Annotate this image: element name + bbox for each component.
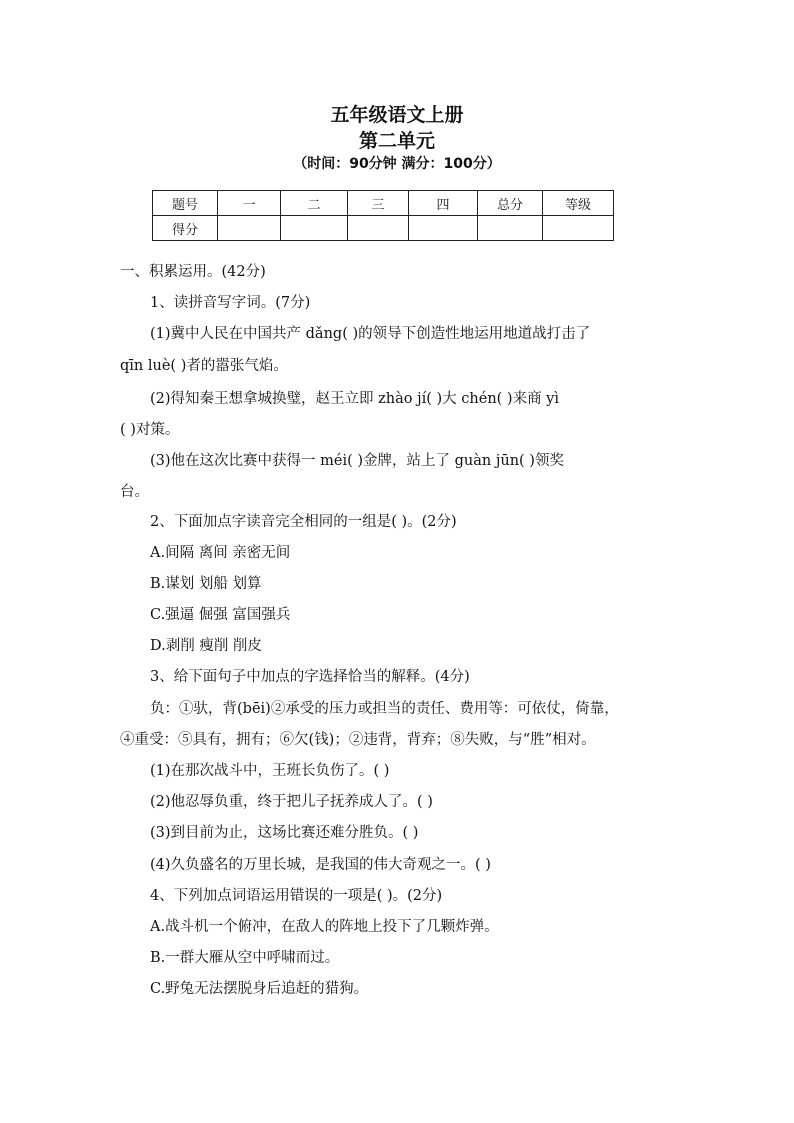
option-d: D.剥削 瘦削 削皮 bbox=[150, 638, 262, 654]
score-entry-cell[interactable] bbox=[218, 216, 281, 241]
question-line: (3)到目前为止，这场比赛还难分胜负。( ) bbox=[150, 825, 419, 841]
question-heading: 1、读拼音写字词。(7分) bbox=[150, 295, 311, 311]
option-c: C.野兔无法摆脱身后追赶的猎狗。 bbox=[150, 981, 369, 997]
section-heading: 一、积累运用。(42分) bbox=[120, 264, 266, 280]
question-line: qīn luè( )者的嚣张气焰。 bbox=[120, 358, 288, 374]
definition-line: 负：①驮，背(bēi)②承受的压力或担当的责任、费用等：可依仗，倚靠， bbox=[150, 701, 619, 717]
definition-line: ④重受：⑤具有，拥有；⑥欠(钱)；②违背，背弃；⑧失败，与“胜”相对。 bbox=[120, 732, 596, 748]
question-line: 台。 bbox=[120, 484, 149, 500]
exam-meta: （时间：90分钟 满分：100分） bbox=[293, 156, 501, 172]
table-cell: 得分 bbox=[153, 216, 218, 241]
score-entry-cell[interactable] bbox=[409, 216, 478, 241]
exam-title: 五年级语文上册 bbox=[330, 104, 464, 126]
question-line: (4)久负盛名的万里长城，是我国的伟大奇观之一。( ) bbox=[150, 857, 491, 873]
question-line: (1)冀中人民在中国共产 dǎng( )的领导下创造性地运用地道战打击了 bbox=[150, 326, 591, 342]
option-b: B.一群大雁从空中呼啸而过。 bbox=[150, 950, 340, 966]
option-a: A.间隔 离间 亲密无间 bbox=[150, 545, 291, 561]
score-entry-cell[interactable] bbox=[281, 216, 348, 241]
question-line: (1)在那次战斗中，王班长负伤了。( ) bbox=[150, 763, 390, 779]
score-entry-cell[interactable] bbox=[543, 216, 614, 241]
score-table-score-row bbox=[153, 216, 614, 241]
option-b: B.谋划 划船 划算 bbox=[150, 576, 262, 592]
question-line: (2)他忍辱负重，终于把儿子抚养成人了。( ) bbox=[150, 794, 433, 810]
question-heading: 3、给下面句子中加点的字选择恰当的解释。(4分) bbox=[150, 669, 470, 685]
question-heading: 4、下列加点词语运用错误的一项是( )。(2分) bbox=[150, 888, 443, 904]
score-entry-cell[interactable] bbox=[478, 216, 543, 241]
option-a: A.战斗机一个俯冲，在敌人的阵地上投下了几颗炸弹。 bbox=[150, 919, 499, 935]
option-c: C.强逼 倔强 富国强兵 bbox=[150, 607, 291, 623]
score-entry-cell[interactable] bbox=[348, 216, 409, 241]
score-table bbox=[152, 190, 614, 241]
table-cell: 总分 bbox=[478, 191, 543, 216]
table-cell: 四 bbox=[409, 191, 478, 216]
question-heading: 2、下面加点字读音完全相同的一组是( )。(2分) bbox=[150, 514, 457, 530]
table-cell: 等级 bbox=[543, 191, 614, 216]
question-line: (2)得知秦王想拿城换璧，赵王立即 zhào jí( )大 chén( )来商 yì bbox=[150, 391, 560, 407]
question-line: (3)他在这次比赛中获得一 méi( )金牌，站上了 guàn jūn( )领奖 bbox=[150, 453, 564, 469]
question-line: ( )对策。 bbox=[120, 422, 180, 438]
table-cell: 二 bbox=[281, 191, 348, 216]
table-cell: 题号 bbox=[153, 191, 218, 216]
table-cell: 三 bbox=[348, 191, 409, 216]
score-table-header-row bbox=[153, 191, 614, 216]
unit-title: 第二单元 bbox=[358, 130, 435, 152]
table-cell: 一 bbox=[218, 191, 281, 216]
